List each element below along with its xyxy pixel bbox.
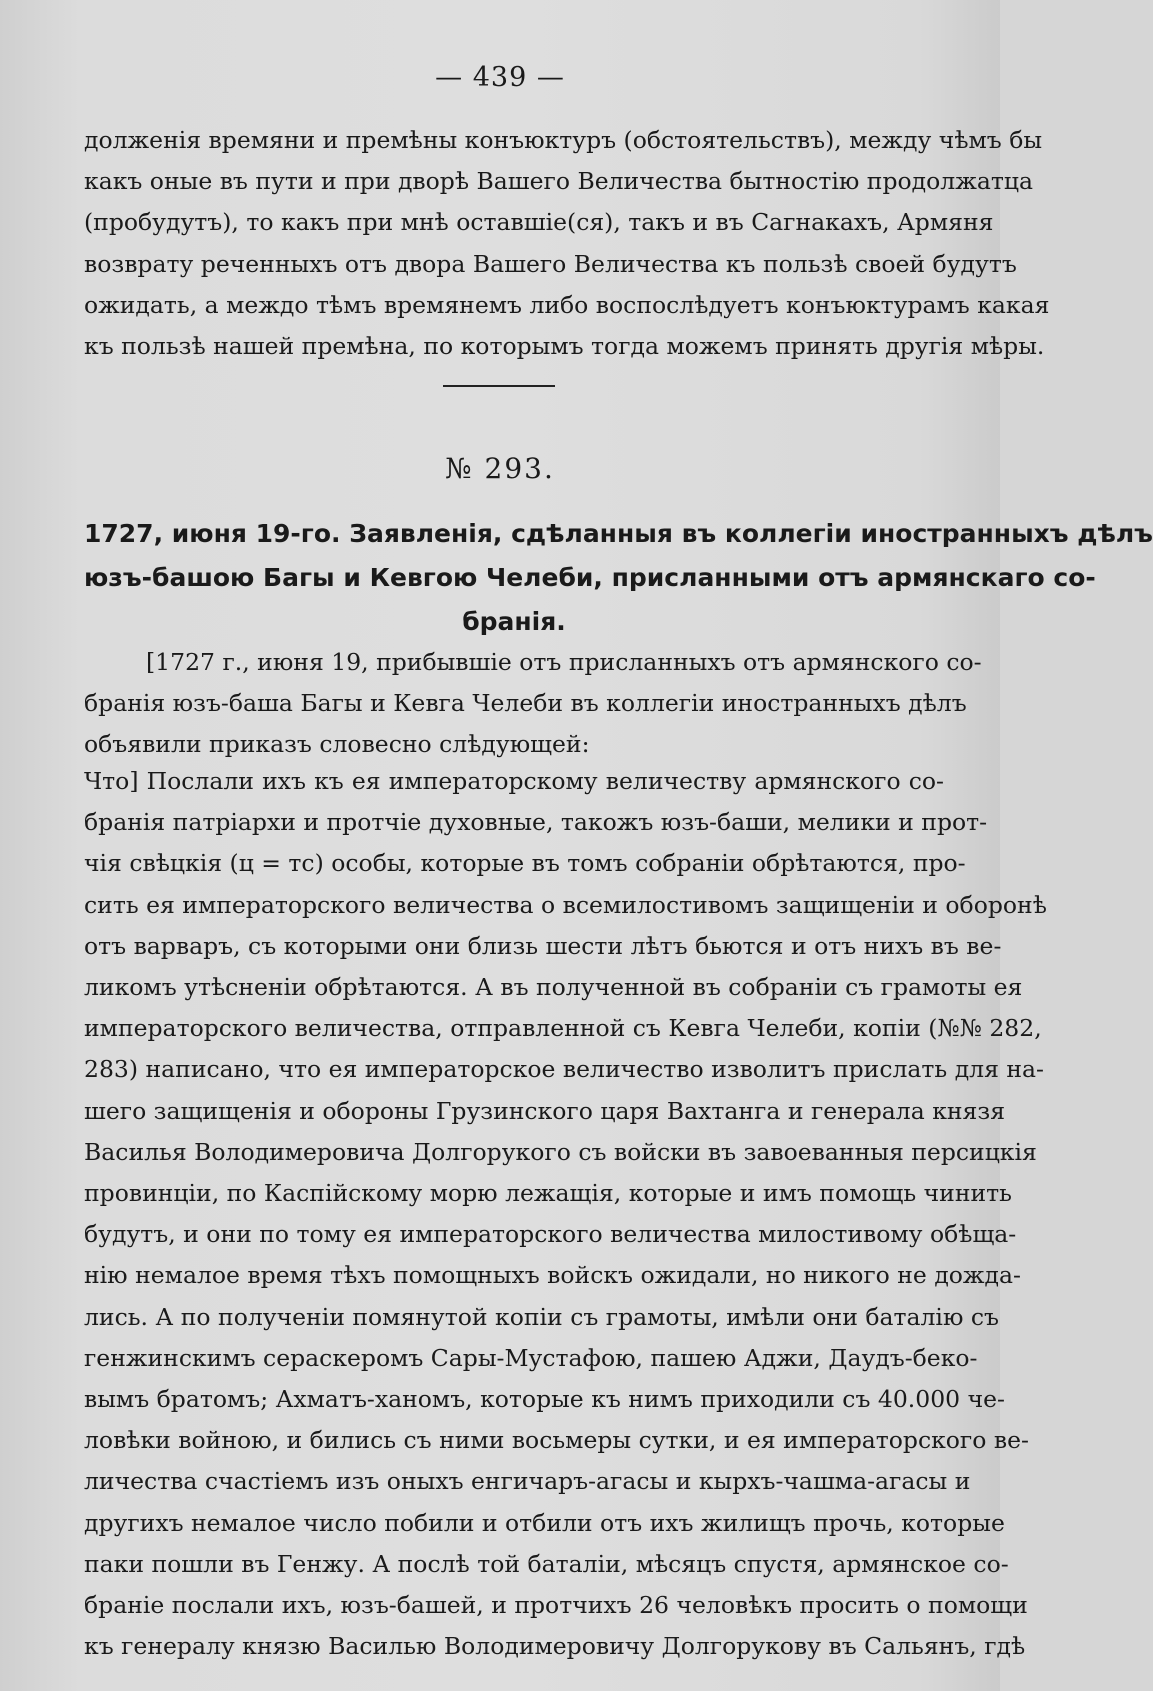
text-line-content: возврату реченныхъ отъ двора Вашего Величества къ пользѣ своей будутъ [84,249,1017,278]
text-line-content: Василья Володимеровича Долгорукого съ войски въ завоеванныя персицкія [84,1137,1037,1166]
text-line [84,724,944,765]
text-line-content: сить ея императорского величества о всемилостивомъ защищеніи и оборонѣ [84,890,1047,919]
text-line-content: юзъ-башою Багы и Кевгою Челеби, присланными отъ армянскаго со- [84,563,1096,592]
text-line-content: браніе послали ихъ, юзъ-башей, и протчихъ 26 человѣкъ просить о помощи [84,1591,1028,1620]
text-line [84,1132,1037,1173]
text-line [84,556,1096,600]
document-number: № 293. [445,452,555,485]
text-line-content: долженія времяни и премѣны конъюктуръ (обстоятельствъ), между чѣмъ бы [84,126,1043,154]
text-line [84,1379,1005,1420]
text-line [84,1626,1026,1667]
text-line [84,1503,1005,1544]
text-line [84,1049,1045,1090]
text-line [84,600,944,644]
text-line [84,967,1023,1008]
text-line [84,1544,1009,1585]
text-line-content: объявили приказъ словесно слѣдующей: [84,730,590,759]
text-line [84,802,988,843]
text-line [84,885,1047,926]
text-line-content: чія свѣцкія (ц = тс) особы, которые въ томъ собраніи обрѣтаются, про- [84,849,966,878]
text-line [84,843,966,884]
text-line-content: паки пошли въ Генжу. А послѣ той баталіи, мѣсяцъ спустя, армянское со- [84,1549,1009,1578]
text-line [84,1008,1042,1049]
text-line [84,1585,1028,1626]
text-line-content: бранія. [462,607,566,636]
text-line-content: бранія патріархи и протчіе духовные, такожъ юзъ-баши, мелики и прот- [84,808,988,837]
text-line-content: бранія юзъ-баша Багы и Кевга Челеби въ коллегіи иностранныхъ дѣлъ [84,689,967,718]
text-line-content: Что] Послали ихъ къ ея императорскому величеству армянского со- [84,767,944,795]
text-line [84,761,944,802]
text-line-content: 1727, июня 19-го. Заявленія, сдѣланныя въ коллегіи иностранныхъ дѣлъ [84,519,1153,548]
text-line [84,1255,1021,1296]
text-line-content: будутъ, и они по тому ея императорского величества милостивому обѣща- [84,1220,1017,1249]
text-line [84,285,1050,326]
text-line [84,1297,999,1338]
text-line-content: ожидать, а междо тѣмъ времянемъ либо воспослѣдуетъ конъюктурамъ какая [84,290,1050,319]
text-line [84,1420,1029,1461]
text-line-content: вымъ братомъ; Ахматъ-ханомъ, которые къ нимъ приходили съ 40.000 че- [84,1385,1005,1414]
text-line-content: ловѣки войною, и бились съ ними восьмеры сутки, и ея императорского ве- [84,1426,1029,1455]
text-line [84,161,1033,202]
text-line-content: нію немалое время тѣхъ помощныхъ войскъ ожидали, но никого не дожда- [84,1261,1021,1290]
document-heading [84,512,1153,644]
text-line-content: провинціи, по Каспійскому морю лежащія, которые и имъ помощь чинить [84,1179,1012,1208]
text-line [84,1461,971,1502]
text-line [84,1173,1012,1214]
intro-paragraph [84,642,982,766]
text-line-content: другихъ немалое число побили и отбили отъ ихъ жилищъ прочь, которые [84,1508,1005,1537]
text-line [84,926,1002,967]
text-line-content: личества счастіемъ изъ оныхъ енгичаръ-агасы и кырхъ-чашма-агасы и [84,1467,971,1496]
text-line [84,244,1017,285]
text-line-content: какъ оные въ пути и при дворѣ Вашего Величества бытностію продолжатца [84,167,1033,196]
text-line-content: къ генералу князю Василью Володимеровичу Долгорукову въ Сальянъ, гдѣ [84,1632,1026,1661]
text-line-content: лись. А по полученіи помянутой копіи съ грамоты, имѣли они баталію съ [84,1302,999,1331]
text-line-content: къ пользѣ нашей премѣна, по которымъ тогда можемъ принять другія мѣры. [84,332,1045,361]
text-line-content: 283) написано, что ея императорское величество изволитъ прислать для на- [84,1055,1045,1084]
text-line [84,683,967,724]
page-number: — 439 — [435,62,565,93]
text-line-content: генжинскимъ сераскеромъ Сары-Мустафою, пашею Аджи, Даудъ-беко- [84,1343,978,1372]
top-paragraph [84,120,1050,367]
text-line [84,1091,1006,1132]
text-line-content: отъ варваръ, съ которыми они близь шести лѣтъ бьются и отъ нихъ въ ве- [84,931,1002,960]
text-line-content: ликомъ утѣсненіи обрѣтаются. А въ полученной въ собраніи съ грамоты ея [84,973,1023,1002]
text-line-content: шего защищенія и обороны Грузинского царя Вахтанга и генерала князя [84,1096,1006,1125]
text-line [84,1338,978,1379]
text-line [84,642,982,683]
text-line [84,202,994,243]
text-line [84,512,1153,556]
main-paragraph [84,761,1047,1667]
text-line [84,326,1045,367]
text-line [84,1214,1017,1255]
text-line-content: императорского величества, отправленной съ Кевга Челеби, копіи (№№ 282, [84,1014,1042,1043]
text-line-content: (пробудутъ), то какъ при мнѣ оставшіе(ся), такъ и въ Сагнакахъ, Армяня [84,208,994,237]
text-line [84,120,1043,161]
section-divider [443,385,555,387]
text-line-content: [1727 г., июня 19, прибывшіе отъ присланныхъ отъ армянского со- [146,648,982,676]
